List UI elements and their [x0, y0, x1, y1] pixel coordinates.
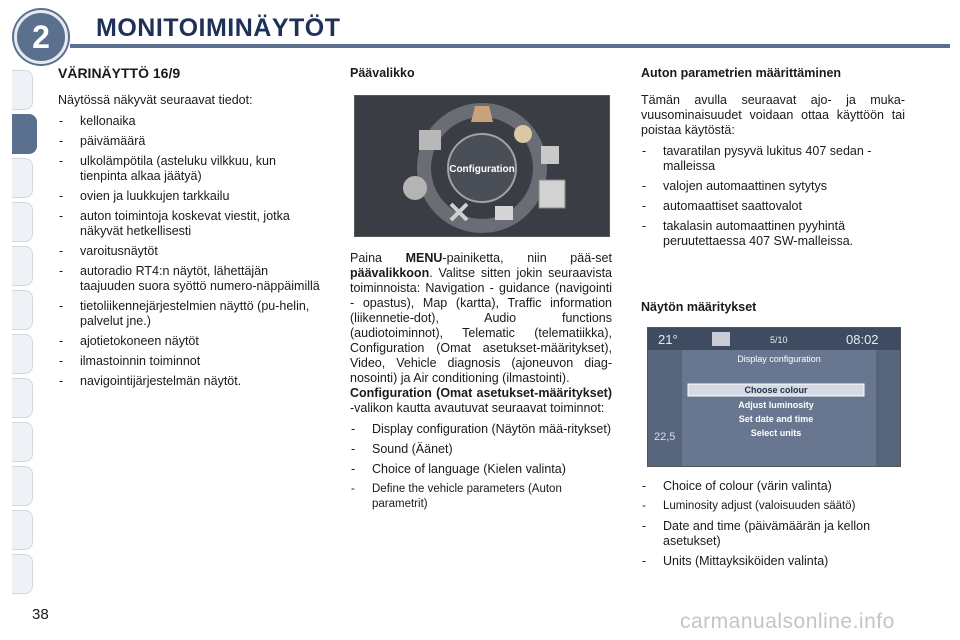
configuration-term: Configuration (Omat asetukset-määritykset)	[350, 386, 612, 400]
chapter-tab	[12, 510, 33, 550]
folder-icon	[712, 332, 730, 346]
navigation-icon	[403, 176, 427, 200]
list-item: - Luminosity adjust (valoisuuden säätö)	[641, 499, 905, 514]
chapter-tab-active	[12, 114, 37, 154]
list-item: - kellonaika	[58, 114, 320, 129]
main-menu-term: päävalikkoon	[350, 266, 430, 280]
list-item: - autoradio RT4:n näytöt, lähettäjän taajuuden suora syöttö numero-näppäimillä	[58, 264, 320, 294]
settings-icon	[541, 146, 559, 164]
list-item: - Display configuration (Näytön mää-ritykset)	[350, 422, 612, 437]
chapter-tab	[12, 422, 33, 462]
info-list	[58, 114, 320, 389]
text-run: . Valitse sitten jokin seuraavista toiminnoista: Navigation - guidance (navigointi - opastus), Map (kartta), Traffic information (liikennetie-dot), Audio functions (audiotoiminnot), Telematic (telematiikka), Configuration (Omat asetukset-määritykset), Video, Vehicle diagnosis (ajoneuvon diag-nosointi) ja Air conditioning (ilmastointi).	[350, 266, 612, 385]
chapter-tab	[12, 158, 33, 198]
list-item: - Sound (Äänet)	[350, 442, 612, 457]
chapter-tab	[12, 466, 33, 506]
parameter-list	[641, 144, 905, 249]
menu-key: MENU	[405, 251, 443, 265]
configuration-list	[350, 422, 612, 512]
column-vehicle-parameters	[641, 66, 905, 574]
watermark: carmanualsonline.info	[680, 610, 895, 633]
section-heading: VÄRINÄYTTÖ 16/9	[58, 65, 181, 81]
chapter-tab	[12, 554, 33, 594]
vehicle-icon	[539, 180, 565, 208]
section-heading: Näytön määritykset	[641, 300, 757, 314]
list-item: - Units (Mittayksiköiden valinta)	[641, 554, 905, 569]
chapter-tab	[12, 378, 33, 418]
list-item: - päivämäärä	[58, 134, 320, 149]
screen-option: Choose colour	[744, 385, 808, 395]
intro-text: Tämän avulla seuraavat ajo- ja muka-vuusominaisuudet voidaan ottaa käyttöön tai poistaa käytöstä:	[641, 93, 905, 137]
list-item: - ilmastoinnin toiminnot	[58, 354, 320, 369]
chapter-tab	[12, 202, 33, 242]
list-item: - Define the vehicle parameters (Auton parametrit)	[350, 482, 612, 512]
list-item: - Choice of colour (värin valinta)	[641, 479, 905, 494]
text-run: -painiketta, niin pää-set	[442, 251, 612, 265]
menu-wheel-image	[355, 96, 609, 236]
screen-option: Select units	[750, 428, 802, 438]
intro-text: Näytössä näkyvät seuraavat tiedot:	[58, 93, 253, 107]
screen-option: Adjust luminosity	[738, 400, 814, 410]
screen-time: 08:02	[846, 332, 879, 347]
section-heading: Päävalikko	[350, 66, 415, 80]
road-icon	[419, 130, 441, 150]
column-main-menu	[350, 66, 612, 517]
chapter-tabs	[12, 70, 36, 576]
chapter-title: MONITOIMINÄYTÖT	[96, 14, 341, 42]
list-item: - valojen automaattinen sytytys	[641, 179, 905, 194]
main-menu-photo	[354, 95, 610, 237]
list-item: - takalasin automaattinen pyyhintä peruutettaessa 407 SW-malleissa.	[641, 219, 905, 249]
chapter-tab	[12, 334, 33, 374]
display-screen-image	[648, 328, 900, 466]
column-color-display	[58, 66, 320, 394]
screen-date: 5/10	[770, 335, 788, 345]
main-menu-text	[350, 251, 612, 386]
display-config-photo	[647, 327, 901, 467]
list-item: - ulkolämpötila (asteluku vilkkuu, kun tienpinta alkaa jäätyä)	[58, 154, 320, 184]
screen-left-value: 22,5	[654, 431, 676, 443]
configuration-text	[350, 386, 612, 416]
list-item: - tietoliikennejärjestelmien näyttö (pu-helin, palvelut jne.)	[58, 299, 320, 329]
list-item: - varoitusnäytöt	[58, 244, 320, 259]
screen-temperature: 21°	[658, 332, 678, 347]
text-run: -valikon kautta avautuvat seuraavat toiminnot:	[350, 401, 605, 415]
header-rule	[70, 44, 950, 48]
display-settings-list	[641, 479, 905, 569]
screen-option: Set date and time	[738, 414, 814, 424]
list-item: - ovien ja luukkujen tarkkailu	[58, 189, 320, 204]
phone-icon	[514, 125, 532, 143]
list-item: - auton toimintoja koskevat viestit, jotka näkyvät hetkellisesti	[58, 209, 320, 239]
video-icon	[495, 206, 513, 220]
list-item: - ajotietokoneen näytöt	[58, 334, 320, 349]
list-item: - navigointijärjestelmän näytöt.	[58, 374, 320, 389]
section-heading: Auton parametrien määrittäminen	[641, 66, 842, 80]
list-item: - tavaratilan pysyvä lukitus 407 sedan -malleissa	[641, 144, 905, 174]
chapter-tab	[12, 246, 33, 286]
list-item: - Date and time (päivämäärän ja kellon asetukset)	[641, 519, 905, 549]
list-item: - automaattiset saattovalot	[641, 199, 905, 214]
chapter-number: 2	[14, 10, 68, 64]
list-item: - Choice of language (Kielen valinta)	[350, 462, 612, 477]
screen-menu-title: Display configuration	[737, 354, 821, 364]
page-number: 38	[32, 606, 49, 623]
chapter-tab	[12, 70, 33, 110]
chapter-tab	[12, 290, 33, 330]
menu-image-label: Configuration	[449, 164, 515, 175]
text-run: Paina	[350, 251, 406, 265]
